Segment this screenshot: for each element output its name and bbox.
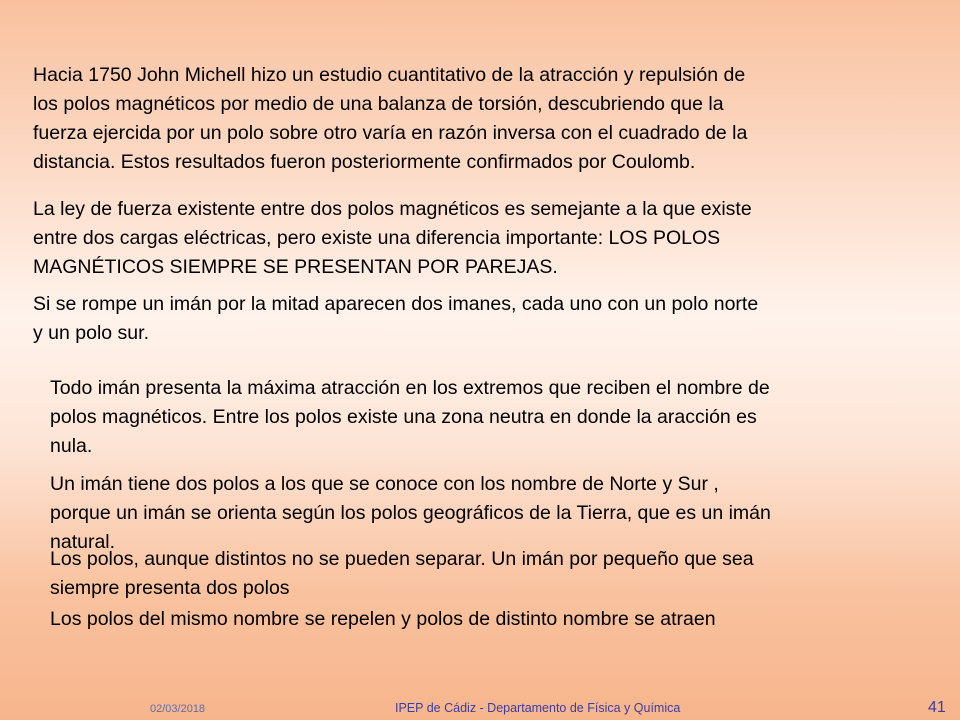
paragraph-inseparable-poles [50,545,754,603]
text-line: nula. [50,435,93,457]
text-line: y un polo sur. [33,322,149,344]
text-line: porque un imán se orienta según los polos geográficos de la Tierra, que es un imán [50,502,771,524]
text-line: Los polos, aunque distintos no se pueden separar. Un imán por pequeño que sea [50,548,754,570]
text-line: Si se rompe un imán por la mitad aparecen dos imanes, cada uno con un polo norte [33,293,759,315]
text-line: MAGNÉTICOS SIEMPRE SE PRESENTAN POR PAREJAS. [33,256,558,278]
text-line: entre dos cargas eléctricas, pero existe una diferencia importante: LOS POLOS [33,227,721,249]
text-line: Los polos del mismo nombre se repelen y polos de distinto nombre se atraen [50,608,716,630]
text-line: Hacia 1750 John Michell hizo un estudio cuantitativo de la atracción y repulsión de [33,64,746,86]
paragraph-repel-attract [50,605,716,634]
text-line: Todo imán presenta la máxima atracción en los extremos que reciben el nombre de [50,377,770,399]
text-line: Un imán tiene dos polos a los que se conoce con los nombre de Norte y Sur , [50,473,719,495]
text-line: los polos magnéticos por medio de una balanza de torsión, descubriendo que la [33,93,724,115]
text-line: siempre presenta dos polos [50,577,290,599]
page-number: 41 [928,699,946,716]
footer-date: 02/03/2018 [150,703,206,715]
text-line: polos magnéticos. Entre los polos existe una zona neutra en donde la aracción es [50,406,757,428]
text-line: La ley de fuerza existente entre dos polos magnéticos es semejante a la que existe [33,198,752,220]
text-line: distancia. Estos resultados fueron posteriormente confirmados por Coulomb. [33,151,696,173]
paragraph-michell [33,61,747,177]
paragraph-force-law [33,195,752,282]
paragraph-broken-magnet [33,290,758,348]
paragraph-two-poles [50,470,771,557]
text-line: fuerza ejercida por un polo sobre otro varía en razón inversa con el cuadrado de la [33,122,748,144]
footer-institution: IPEP de Cádiz - Departamento de Física y Química [395,701,681,715]
paragraph-max-attraction [50,374,770,461]
text-line: natural. [50,531,116,553]
